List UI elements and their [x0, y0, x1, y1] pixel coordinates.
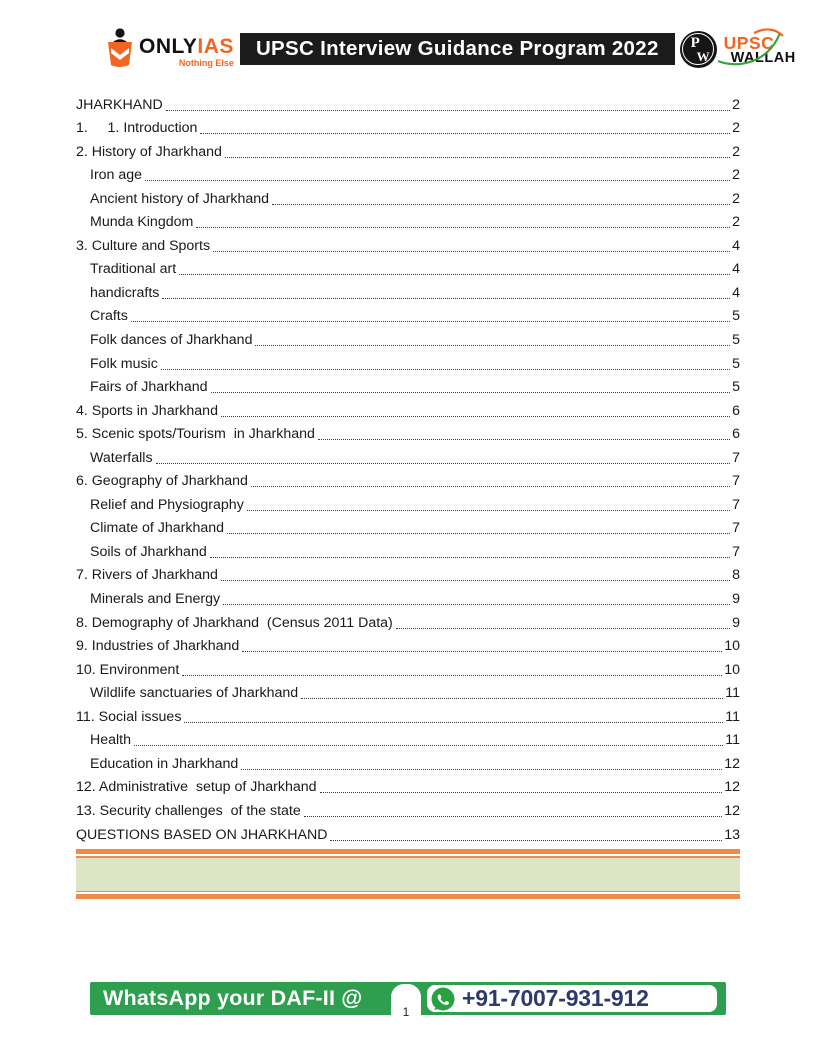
pw-upsc-text: UPSC — [723, 33, 775, 53]
dot-leader — [304, 816, 722, 817]
toc-entry-label: 12. Administrative setup of Jharkhand — [76, 779, 317, 796]
phone-number: +91-7007-931-912 — [462, 985, 649, 1011]
toc-page-number: 2 — [732, 190, 740, 207]
toc-entry-label: 10. Environment — [76, 661, 180, 678]
dot-leader — [131, 321, 730, 322]
toc-page-number: 7 — [732, 543, 740, 560]
toc-page-number: 12 — [724, 755, 740, 772]
dot-leader — [196, 227, 730, 228]
band-border-bottom — [76, 894, 740, 899]
dot-leader — [247, 510, 730, 511]
toc-row[interactable] — [76, 279, 740, 303]
toc-page-number: 9 — [732, 591, 740, 608]
onlyias-wordmark — [139, 36, 234, 58]
dot-leader — [227, 533, 730, 534]
toc-entry-label: Iron age — [90, 167, 143, 184]
pw-wallah-text: WALLAH — [730, 50, 796, 66]
toc-row[interactable] — [76, 538, 740, 562]
toc-entry-label: Crafts — [90, 308, 128, 325]
toc-entry-label: Fairs of Jharkhand — [90, 379, 208, 396]
toc-row[interactable] — [76, 656, 740, 680]
brand-ias-text: IAS — [197, 35, 234, 58]
dot-leader — [241, 769, 722, 770]
toc-page-number: 5 — [732, 308, 740, 325]
toc-page-number: 7 — [732, 496, 740, 513]
toc-row[interactable] — [76, 727, 740, 751]
toc-entry-label: Minerals and Energy — [90, 591, 221, 608]
toc-page-number: 2 — [732, 214, 740, 231]
whatsapp-daf-label: WhatsApp your DAF-II @ — [103, 986, 363, 1010]
toc-row[interactable] — [76, 821, 740, 845]
toc-entry-label: 4. Sports in Jharkhand — [76, 402, 218, 419]
upsc-wallah-logo — [680, 31, 800, 68]
dot-leader — [200, 133, 730, 134]
toc-page-number: 12 — [724, 802, 740, 819]
dot-leader — [211, 392, 731, 393]
page-number: 1 — [402, 1005, 410, 1019]
toc-row[interactable] — [76, 326, 740, 350]
toc-row[interactable] — [76, 750, 740, 774]
dot-leader — [161, 369, 730, 370]
toc-page-number: 8 — [732, 567, 740, 584]
toc-page-number: 13 — [724, 826, 740, 843]
toc-page-number: 12 — [724, 779, 740, 796]
toc-row[interactable] — [76, 774, 740, 798]
toc-row[interactable] — [76, 468, 740, 492]
band-fill — [76, 858, 740, 891]
toc-entry-label: 8. Demography of Jharkhand (Census 2011 Data) — [76, 614, 393, 631]
toc-row[interactable] — [76, 703, 740, 727]
brand-tagline: Nothing Else — [178, 58, 234, 68]
toc-row[interactable] — [76, 162, 740, 186]
toc-entry-label: 13. Security challenges of the state — [76, 802, 301, 819]
page-header — [101, 27, 800, 71]
student-book-icon — [101, 27, 137, 71]
toc-page-number: 5 — [732, 332, 740, 349]
toc-entry-label: Munda Kingdom — [90, 214, 194, 231]
toc-entry-label: Folk music — [90, 355, 158, 372]
onlyias-logo — [101, 27, 234, 71]
toc-page-number: 11 — [725, 685, 740, 702]
toc-entry-label: QUESTIONS BASED ON JHARKHAND — [76, 826, 328, 843]
toc-entry-label: Folk dances of Jharkhand — [90, 332, 253, 349]
toc-row[interactable] — [76, 585, 740, 609]
dot-leader — [320, 792, 723, 793]
toc-entry-label: 3. Culture and Sports — [76, 237, 211, 254]
whatsapp-icon — [429, 985, 457, 1013]
toc-row[interactable] — [76, 680, 740, 704]
toc-entry-label: 6. Geography of Jharkhand — [76, 473, 248, 490]
toc-page-number: 5 — [732, 379, 740, 396]
dot-leader — [145, 180, 730, 181]
toc-entry-label: 5. Scenic spots/Tourism in Jharkhand — [76, 426, 315, 443]
toc-page-number: 10 — [724, 661, 740, 678]
toc-row[interactable] — [76, 562, 740, 586]
page-number-tab — [391, 984, 421, 1022]
toc-page-number: 11 — [725, 708, 740, 725]
program-title-banner: UPSC Interview Guidance Program 2022 — [240, 33, 675, 65]
toc-page-number: 6 — [732, 402, 740, 419]
toc-row[interactable] — [76, 350, 740, 374]
toc-entry-label: 9. Industries of Jharkhand — [76, 638, 240, 655]
toc-page-number: 4 — [732, 237, 740, 254]
toc-row[interactable] — [76, 303, 740, 327]
dot-leader — [225, 157, 730, 158]
toc-entry-label: 2. History of Jharkhand — [76, 143, 222, 160]
phone-contact-pill[interactable] — [427, 985, 717, 1012]
toc-entry-label: Soils of Jharkhand — [90, 543, 207, 560]
pw-letter-w: W — [696, 48, 710, 64]
toc-page-number: 4 — [732, 261, 740, 278]
toc-row[interactable] — [76, 515, 740, 539]
toc-page-number: 2 — [732, 167, 740, 184]
toc-page-number: 2 — [732, 120, 740, 137]
toc-page-number: 2 — [732, 143, 740, 160]
toc-page-number: 2 — [732, 96, 740, 113]
dot-leader — [221, 416, 730, 417]
dot-leader — [330, 840, 722, 841]
toc-page-number: 11 — [725, 732, 740, 749]
toc-entry-label: 7. Rivers of Jharkhand — [76, 567, 218, 584]
toc-entry-label: handicrafts — [90, 284, 160, 301]
toc-row[interactable] — [76, 91, 740, 115]
dot-leader — [182, 675, 722, 676]
footer-banner — [90, 982, 726, 1019]
toc-entry-label: Climate of Jharkhand — [90, 520, 225, 537]
toc-page-number: 7 — [732, 520, 740, 537]
toc-page-number: 7 — [732, 473, 740, 490]
toc-row[interactable] — [76, 609, 740, 633]
toc-entry-label: Traditional art — [90, 261, 177, 278]
dot-leader — [156, 463, 731, 464]
dot-leader — [251, 486, 730, 487]
dot-leader — [223, 604, 730, 605]
dot-leader — [221, 580, 730, 581]
dot-leader — [179, 274, 730, 275]
toc-page-number: 9 — [732, 614, 740, 631]
toc-entry-label: 1. 1. Introduction — [76, 120, 198, 137]
toc-page-number: 4 — [732, 284, 740, 301]
dot-leader — [318, 439, 730, 440]
toc-row[interactable] — [76, 797, 740, 821]
dot-leader — [301, 698, 723, 699]
toc-page-number: 10 — [724, 638, 740, 655]
toc-entry-label: Health — [90, 732, 132, 749]
toc-row[interactable] — [76, 421, 740, 445]
toc-row[interactable] — [76, 374, 740, 398]
dot-leader — [210, 557, 730, 558]
dot-leader — [242, 651, 722, 652]
toc-row[interactable] — [76, 397, 740, 421]
toc-row[interactable] — [76, 232, 740, 256]
toc-row[interactable] — [76, 633, 740, 657]
toc-entry-label: Relief and Physiography — [90, 496, 244, 513]
toc-row[interactable] — [76, 138, 740, 162]
toc-row[interactable] — [76, 185, 740, 209]
toc-entry-label: Education in Jharkhand — [90, 755, 239, 772]
toc-entry-label: 11. Social issues — [76, 708, 182, 725]
toc-entry-label: Ancient history of Jharkhand — [90, 190, 270, 207]
brand-only-text: ONLY — [139, 35, 198, 58]
dot-leader — [134, 745, 723, 746]
dot-leader — [213, 251, 730, 252]
dot-leader — [272, 204, 730, 205]
toc-entry-label: JHARKHAND — [76, 96, 163, 113]
toc-row[interactable] — [76, 209, 740, 233]
pw-letter-p: P — [690, 34, 700, 51]
toc-page-number: 6 — [732, 426, 740, 443]
toc-row[interactable] — [76, 491, 740, 515]
toc-row[interactable] — [76, 115, 740, 139]
toc-page-number: 7 — [732, 449, 740, 466]
table-of-contents — [76, 91, 740, 845]
toc-row[interactable] — [76, 256, 740, 280]
dot-leader — [255, 345, 730, 346]
toc-row[interactable] — [76, 444, 740, 468]
toc-entry-label: Wildlife sanctuaries of Jharkhand — [90, 685, 299, 702]
pw-monogram-icon — [680, 31, 717, 68]
dot-leader — [184, 722, 723, 723]
toc-page-number: 5 — [732, 355, 740, 372]
toc-entry-label: Waterfalls — [90, 449, 153, 466]
divider-band — [76, 849, 740, 899]
dot-leader — [162, 298, 730, 299]
dot-leader — [166, 110, 730, 111]
dot-leader — [396, 628, 730, 629]
